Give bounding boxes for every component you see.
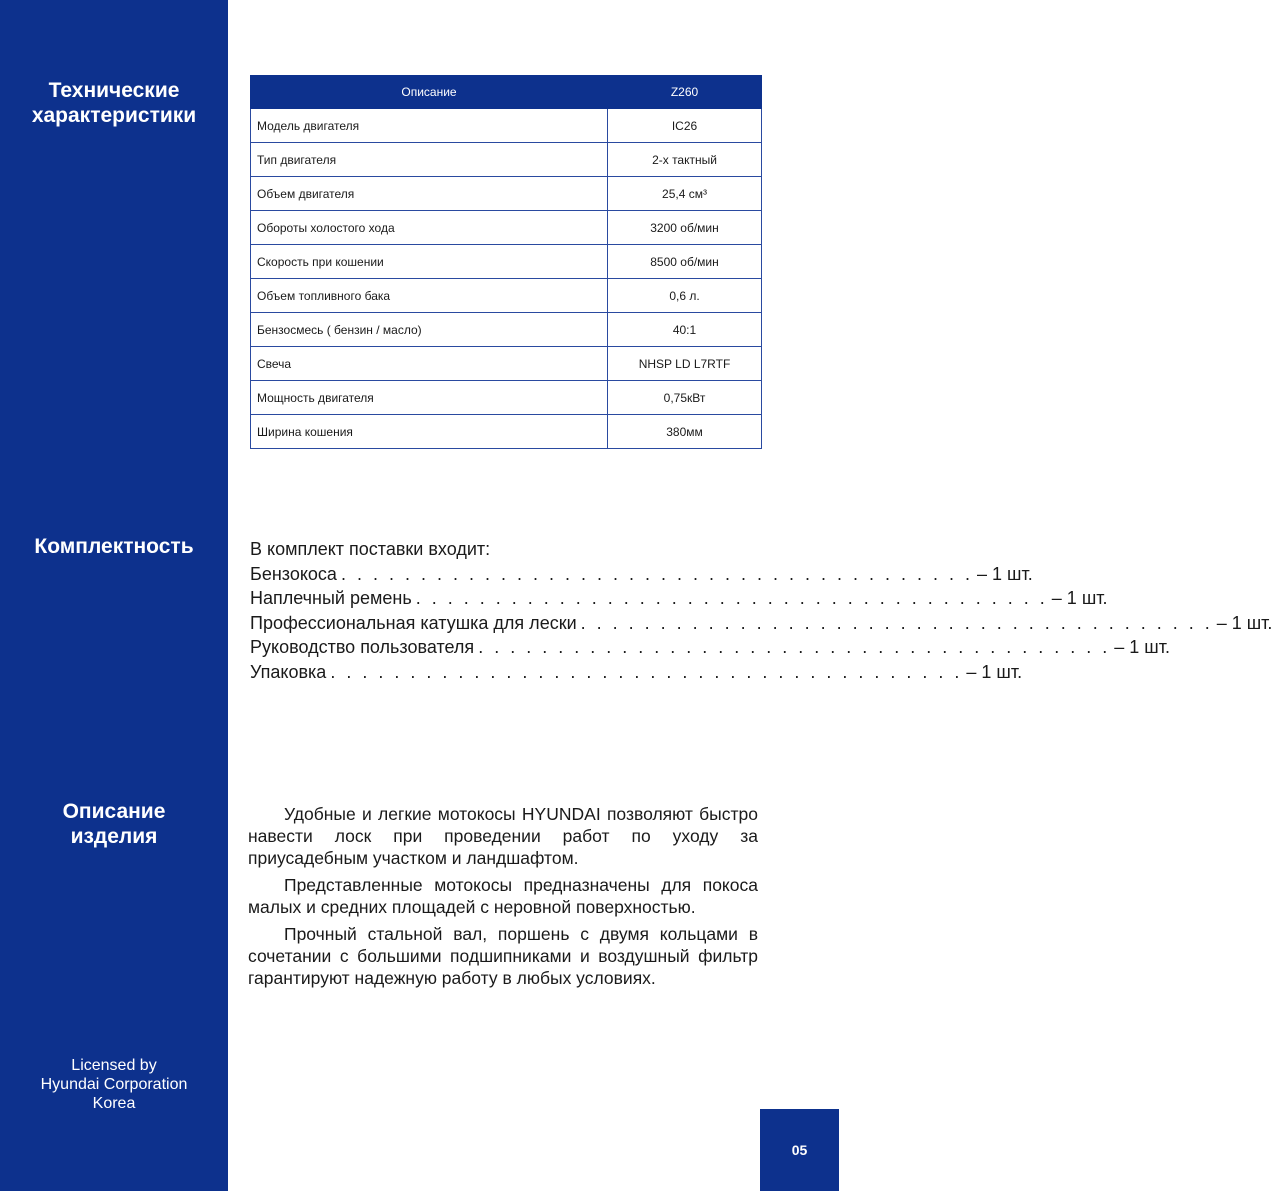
product-description bbox=[248, 803, 758, 994]
description-paragraph: Представленные мотокосы предназначены для покоса малых и средних площадей с неровной поверхностью. bbox=[248, 875, 758, 917]
description-paragraph: Удобные и легкие мотокосы HYUNDAI позволяют быстро навести лоск при проведении работ по уходу за приусадебным участком и ландшафтом. bbox=[248, 804, 758, 868]
table-row bbox=[251, 279, 762, 313]
spec-value: 8500 об/мин bbox=[608, 245, 762, 279]
spec-label: Скорость при кошении bbox=[251, 245, 608, 279]
specs-heading-line-2: характеристики bbox=[31, 104, 197, 127]
equipment-item-qty: – 1 шт. bbox=[1216, 612, 1272, 633]
table-row bbox=[251, 211, 762, 245]
equipment-item-name: Бензокоса bbox=[250, 563, 337, 584]
license-line-1: Licensed by bbox=[71, 1057, 157, 1074]
leader-dots: . . . . . . . . . . . . . . . . . . . . . . . . . . . . . . . . . . . . . . . . bbox=[340, 563, 974, 584]
description-paragraph: Прочный стальной вал, поршень с двумя кольцами в сочетании с большими подшипниками и воздушный фильтр гарантируют надежную работу в любых условиях. bbox=[248, 924, 758, 988]
spec-label: Мощность двигателя bbox=[251, 381, 608, 415]
list-item bbox=[250, 611, 1272, 636]
header-description: Описание bbox=[251, 76, 608, 109]
list-item bbox=[250, 635, 1170, 660]
spec-label: Свеча bbox=[251, 347, 608, 381]
spec-label: Объем топливного бака bbox=[251, 279, 608, 313]
equipment-item-qty: – 1 шт. bbox=[977, 563, 1033, 584]
spec-value: 0,75кВт bbox=[608, 381, 762, 415]
equipment-item-qty: – 1 шт. bbox=[966, 661, 1023, 682]
specs-header-row bbox=[251, 76, 762, 109]
description-heading bbox=[0, 799, 228, 849]
equipment-intro: В комплект поставки входит: bbox=[250, 539, 491, 559]
spec-label: Бензосмесь ( бензин / масло) bbox=[251, 313, 608, 347]
table-row bbox=[251, 177, 762, 211]
sidebar bbox=[0, 0, 228, 1191]
list-item bbox=[250, 660, 1023, 685]
table-row bbox=[251, 313, 762, 347]
spec-value: 40:1 bbox=[608, 313, 762, 347]
description-heading-line-2: изделия bbox=[70, 825, 158, 848]
license-line-2: Hyundai Corporation bbox=[40, 1076, 188, 1093]
equipment-item-name: Упаковка bbox=[250, 661, 327, 682]
spec-label: Модель двигателя bbox=[251, 109, 608, 143]
description-heading-line-1: Описание bbox=[62, 800, 166, 823]
header-model: Z260 bbox=[608, 76, 762, 109]
spec-value: 380мм bbox=[608, 415, 762, 449]
equipment-item-name: Руководство пользователя bbox=[250, 637, 475, 657]
spec-label: Тип двигателя bbox=[251, 143, 608, 177]
specs-heading bbox=[0, 78, 228, 128]
table-row bbox=[251, 381, 762, 415]
license-line-3: Korea bbox=[92, 1095, 136, 1112]
page-number: 05 bbox=[760, 1109, 839, 1191]
spec-label: Объем двигателя bbox=[251, 177, 608, 211]
specs-heading-line-1: Технические bbox=[48, 79, 180, 102]
spec-value: NHSP LD L7RTF bbox=[608, 347, 762, 381]
leader-dots: . . . . . . . . . . . . . . . . . . . . . . . . . . . . . . . . . . . . . . . . bbox=[415, 588, 1048, 608]
table-row bbox=[251, 109, 762, 143]
equipment-item-name: Наплечный ремень bbox=[250, 588, 412, 608]
spec-label: Ширина кошения bbox=[251, 415, 608, 449]
license-note bbox=[0, 1056, 228, 1113]
table-row bbox=[251, 347, 762, 381]
equipment-heading: Комплектность bbox=[34, 535, 194, 558]
table-row bbox=[251, 245, 762, 279]
spec-value: IC26 bbox=[608, 109, 762, 143]
spec-value: 3200 об/мин bbox=[608, 211, 762, 245]
spec-value: 25,4 см³ bbox=[608, 177, 762, 211]
equipment-list bbox=[250, 537, 1272, 684]
table-row bbox=[251, 143, 762, 177]
spec-value: 0,6 л. bbox=[608, 279, 762, 313]
equipment-item-name: Профессиональная катушка для лески bbox=[250, 612, 577, 633]
equipment-item-qty: – 1 шт. bbox=[1114, 637, 1170, 657]
leader-dots: . . . . . . . . . . . . . . . . . . . . . . . . . . . . . . . . . . . . . . . . bbox=[580, 612, 1213, 633]
table-row bbox=[251, 415, 762, 449]
spec-value: 2-х тактный bbox=[608, 143, 762, 177]
leader-dots: . . . . . . . . . . . . . . . . . . . . . . . . . . . . . . . . . . . . . . . . bbox=[330, 661, 963, 682]
specs-table bbox=[250, 75, 762, 449]
list-item bbox=[250, 562, 1033, 587]
list-item bbox=[250, 586, 1108, 611]
equipment-item-qty: – 1 шт. bbox=[1051, 588, 1108, 608]
leader-dots: . . . . . . . . . . . . . . . . . . . . . . . . . . . . . . . . . . . . . . . . bbox=[478, 637, 1111, 657]
spec-label: Обороты холостого хода bbox=[251, 211, 608, 245]
